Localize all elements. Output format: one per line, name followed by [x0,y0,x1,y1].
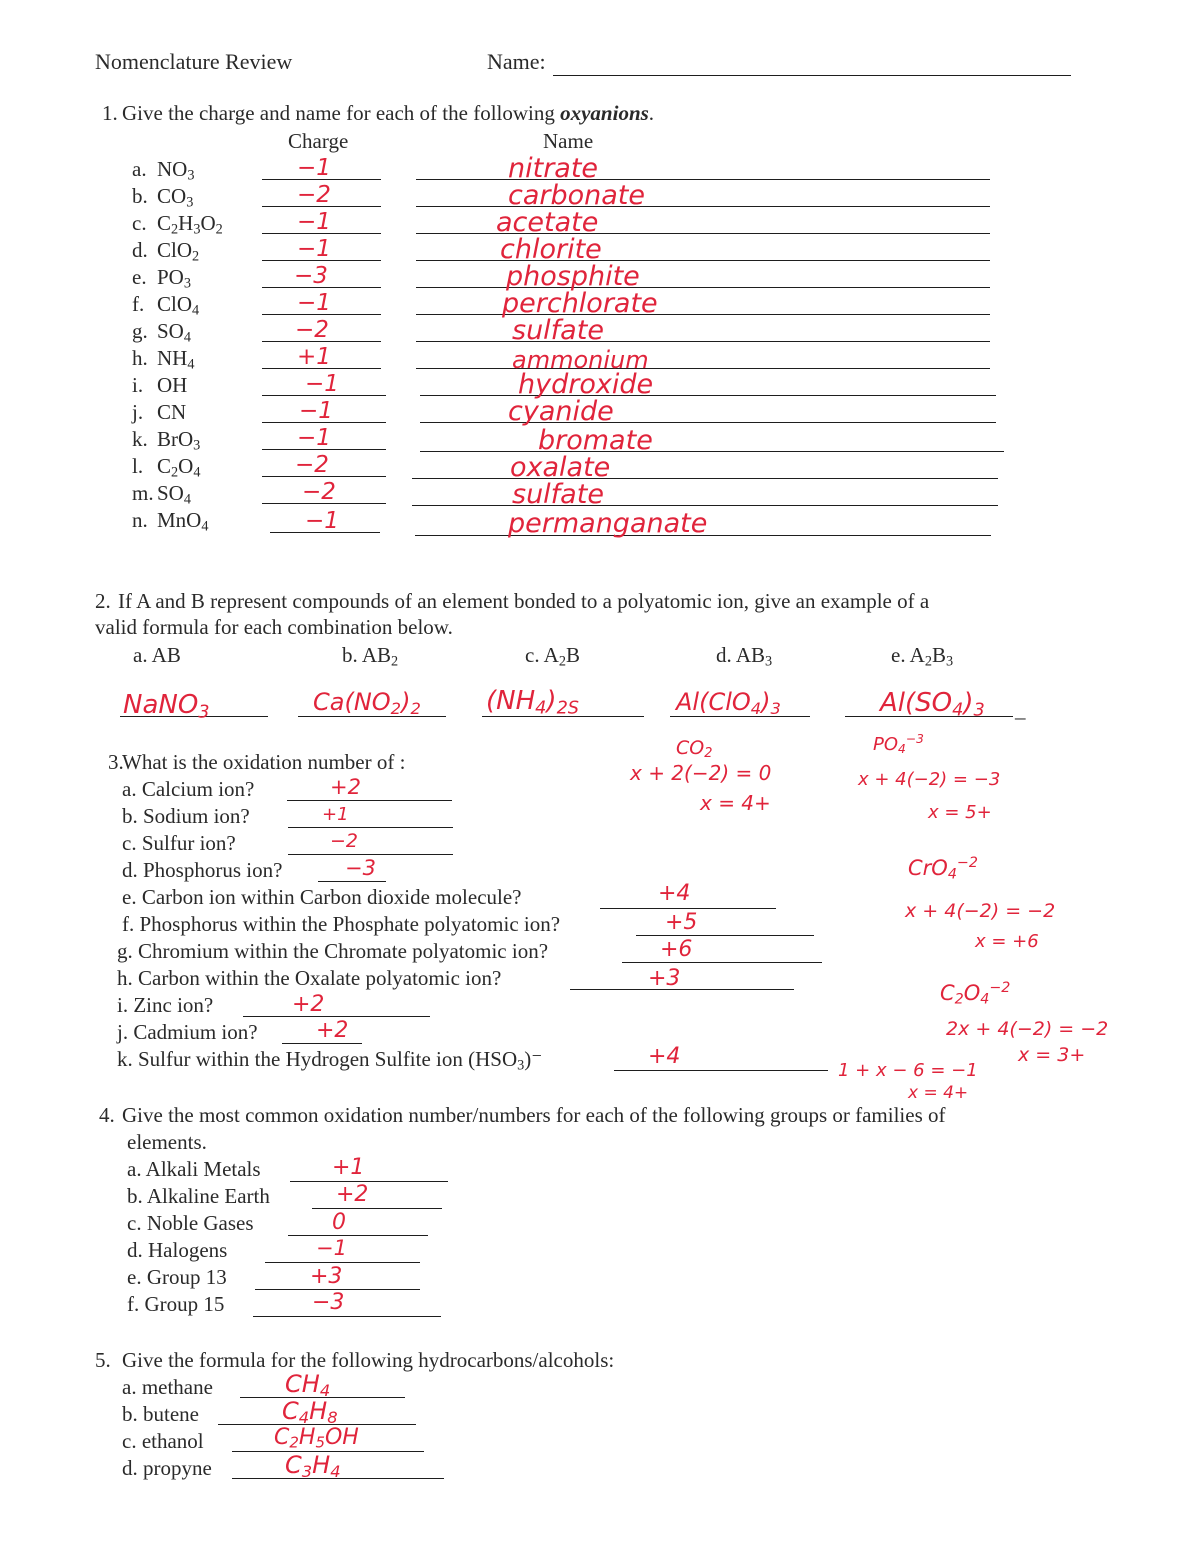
charge-answer: −1 [297,155,331,181]
name-answer: carbonate [508,180,646,211]
name-answer: oxalate [510,452,611,483]
oxidation-answer: −3 [345,856,376,880]
q3-item-label: b. Sodium ion? [122,804,250,828]
name-blank[interactable] [416,179,990,180]
q3-item-label: a. Calcium ion? [122,777,255,801]
oxidation-answer: +1 [322,804,349,825]
formula-blank[interactable] [298,716,446,717]
q4-prompt-line1: Give the most common oxidation number/numbers for each of the following groups or families of [122,1103,946,1127]
q3-item-label: j. Cadmium ion? [117,1020,258,1044]
row-letter: n. [132,508,148,532]
q3-item-label: k. Sulfur within the Hydrogen Sulfite ion $(HSO_3)^-$ [117,1047,543,1074]
q4-item-label: b. Alkaline Earth [127,1184,270,1208]
oxidation-answer: +4 [658,881,691,906]
name-label: Name: [487,49,546,74]
answer-blank[interactable] [288,1235,428,1236]
row-letter: i. [132,373,144,397]
formula-blank[interactable] [670,716,810,717]
charge-answer: −1 [297,425,331,451]
row-letter: j. [132,400,144,424]
oxyanion-formula: $NH_4$ [157,346,195,373]
name-answer: nitrate [508,153,599,184]
charge-answer: −1 [305,508,339,534]
hydrocarbon-formula: $C_2H_5OH$ [274,1425,359,1452]
answer-blank[interactable] [570,989,794,990]
charge-answer: −2 [295,452,329,478]
work-cro4-result: x = +6 [975,931,1039,952]
oxyanion-formula: $C_2O_4$ [157,454,201,481]
answer-blank[interactable] [288,854,453,855]
name-blank[interactable] [420,451,1004,452]
oxyanion-formula: OH [157,373,188,397]
row-letter: f. [132,292,145,316]
oxidation-answer: +2 [316,1018,349,1043]
combination-label: c. $A_2B$ [525,643,580,670]
q3-item-label: c. Sulfur ion? [122,831,236,855]
formula-answer: $Al(SO_4)_3$ [880,688,985,721]
charge-answer: −2 [295,317,329,343]
q3-number: 3. [108,750,124,774]
answer-blank[interactable] [253,1316,441,1317]
row-letter: d. [132,238,148,262]
name-answer: hydroxide [518,369,654,400]
q2-prompt-line2: valid formula for each combination below. [95,615,453,639]
work-cro4-equation: x + 4(−2) = −2 [905,900,1056,922]
row-letter: h. [132,346,148,370]
row-letter: k. [132,427,148,451]
answer-blank[interactable] [288,827,453,828]
q5-prompt: Give the formula for the following hydrocarbons/alcohols: [122,1348,615,1372]
answer-blank[interactable] [312,1208,442,1209]
charge-answer: −3 [294,263,328,289]
answer-blank[interactable] [243,1016,430,1017]
answer-blank[interactable] [287,800,452,801]
name-answer: sulfate [512,315,604,346]
q3-item-label: d. Phosphorus ion? [122,858,283,882]
work-co2-formula: $CO_2$ [676,737,713,762]
group-oxidation-answer: 0 [332,1210,346,1235]
work-hso3-equation: 1 + x − 6 = −1 [838,1060,978,1081]
charge-answer: −2 [297,182,331,208]
work-po4-formula: $PO_4^{-3}$ [873,732,924,757]
formula-answer: $Al(ClO_4)_3$ [676,688,781,719]
oxyanion-formula: MnO$_4$ [157,508,209,535]
q1-prompt: Give the charge and name for each of the following oxyanions. [122,101,655,125]
q5-item-label: a. methane [122,1375,213,1399]
answer-blank[interactable] [636,935,814,936]
charge-column-header: Charge [288,129,349,153]
hydrocarbon-formula: $C_4H_8$ [282,1397,338,1428]
charge-answer: −2 [302,479,336,505]
name-answer: ammonium [512,346,649,374]
combination-label: d. $AB_3$ [716,643,773,670]
row-letter: b. [132,184,148,208]
q4-number: 4. [99,1103,115,1127]
q3-item-label: g. Chromium within the Chromate polyatomic ion? [117,939,549,963]
work-co2-result: x = 4+ [700,791,771,815]
work-po4-result: x = 5+ [928,802,992,823]
combination-label: b. $AB_2$ [342,643,399,670]
row-letter: l. [132,454,144,478]
charge-answer: −1 [297,290,331,316]
q2-number: 2. [95,589,111,613]
q4-item-label: d. Halogens [127,1238,228,1262]
group-oxidation-answer: −3 [312,1290,345,1315]
name-column-header: Name [543,129,594,153]
q2-prompt-line1: If A and B represent compounds of an element bonded to a polyatomic ion, give an example of a [118,589,930,613]
name-blank[interactable] [416,341,990,342]
name-answer: acetate [496,207,599,238]
row-letter: c. [132,211,147,235]
group-oxidation-answer: −1 [316,1236,347,1260]
work-c2o4-result: x = 3+ [1018,1044,1086,1066]
oxidation-answer: +2 [330,775,361,799]
hydrocarbon-formula: $CH_4$ [285,1370,331,1401]
name-answer: cyanide [508,396,614,427]
combination-label: a. AB [133,643,181,667]
combination-label: e. $A_2B_3$ [891,643,954,670]
formula-answer: $(NH_4)_{2S}$ [486,686,580,719]
name-blank[interactable] [420,422,996,423]
q4-item-label: e. Group 13 [127,1265,227,1289]
group-oxidation-answer: +2 [336,1182,369,1207]
name-answer: phosphite [506,261,640,292]
oxidation-answer: +5 [665,910,698,935]
charge-answer: −1 [297,236,331,262]
oxidation-answer: +3 [648,966,681,991]
work-cro4-formula: CrO$_4^{-2}$ [908,855,978,883]
work-co2-equation: x + 2(−2) = 0 [630,761,772,785]
q1-number: 1. [102,101,118,125]
row-letter: m. [132,481,154,505]
group-oxidation-answer: +1 [332,1155,365,1180]
row-letter: g. [132,319,148,343]
q3-prompt: What is the oxidation number of : [122,750,406,774]
q5-item-label: b. butene [122,1402,199,1426]
oxyanion-formula: ClO$_4$ [157,292,200,319]
group-oxidation-answer: +3 [310,1264,343,1289]
name-field[interactable] [553,75,1071,76]
q5-number: 5. [95,1348,111,1372]
q4-item-label: a. Alkali Metals [127,1157,261,1181]
trailing-dash: _ [1015,698,1026,722]
name-answer: permanganate [508,508,708,539]
name-answer: sulfate [512,479,604,510]
q5-item-label: d. propyne [122,1456,212,1480]
oxyanion-formula: $NO_3$ [157,157,195,184]
q3-item-label: e. Carbon ion within Carbon dioxide molecule? [122,885,522,909]
oxyanion-formula: $SO_4$ [157,319,191,346]
name-answer: bromate [538,425,653,456]
q3-item-label: h. Carbon within the Oxalate polyatomic ion? [117,966,502,990]
formula-answer: NaNO$_3$ [123,690,210,723]
answer-blank[interactable] [265,1262,420,1263]
answer-blank[interactable] [600,908,776,909]
q4-item-label: f. Group 15 [127,1292,225,1316]
oxyanion-formula: $PO_3$ [157,265,191,292]
hydrocarbon-formula: $C_3H_4$ [285,1451,341,1482]
work-po4-equation: x + 4(−2) = −3 [858,769,1001,790]
charge-answer: −1 [299,398,333,424]
work-c2o4-formula: $C_2O_4^{-2}$ [940,980,1011,1008]
name-blank[interactable] [412,478,998,479]
q3-item-label: i. Zinc ion? [117,993,214,1017]
work-hso3-result: x = 4+ [908,1083,969,1103]
oxyanion-formula: ClO$_2$ [157,238,200,265]
name-blank[interactable] [416,368,990,369]
oxyanion-formula: $CO_3$ [157,184,194,211]
oxyanion-formula: BrO$_3$ [157,427,201,454]
q4-prompt-line2: elements. [127,1130,207,1154]
oxyanion-formula: CN [157,400,187,424]
oxidation-answer: +2 [292,992,325,1017]
answer-blank[interactable] [614,1070,828,1071]
charge-answer: −1 [297,209,331,235]
answer-blank[interactable] [318,881,386,882]
q3-item-label: f. Phosphorus within the Phosphate polyatomic ion? [122,912,561,936]
answer-blank[interactable] [290,1181,448,1182]
oxidation-answer: +6 [660,937,693,962]
charge-answer: +1 [297,344,331,370]
oxyanion-formula: $C_2H_3O_2$ [157,211,223,238]
oxidation-answer: −2 [330,830,359,852]
name-answer: perchlorate [502,288,658,319]
q4-item-label: c. Noble Gases [127,1211,254,1235]
oxidation-answer: +4 [648,1044,681,1069]
answer-blank[interactable] [282,1043,362,1044]
answer-blank[interactable] [622,962,822,963]
work-c2o4-equation: 2x + 4(−2) = −2 [946,1018,1109,1040]
name-blank[interactable] [420,395,996,396]
oxyanion-formula: $SO_4$ [157,481,191,508]
formula-answer: $Ca(NO_2)_2$ [313,688,421,719]
row-letter: a. [132,157,147,181]
name-blank[interactable] [412,505,998,506]
charge-answer: −1 [305,371,339,397]
q5-item-label: c. ethanol [122,1429,204,1453]
worksheet-title: Nomenclature Review [95,49,293,74]
name-answer: chlorite [500,234,602,265]
row-letter: e. [132,265,147,289]
